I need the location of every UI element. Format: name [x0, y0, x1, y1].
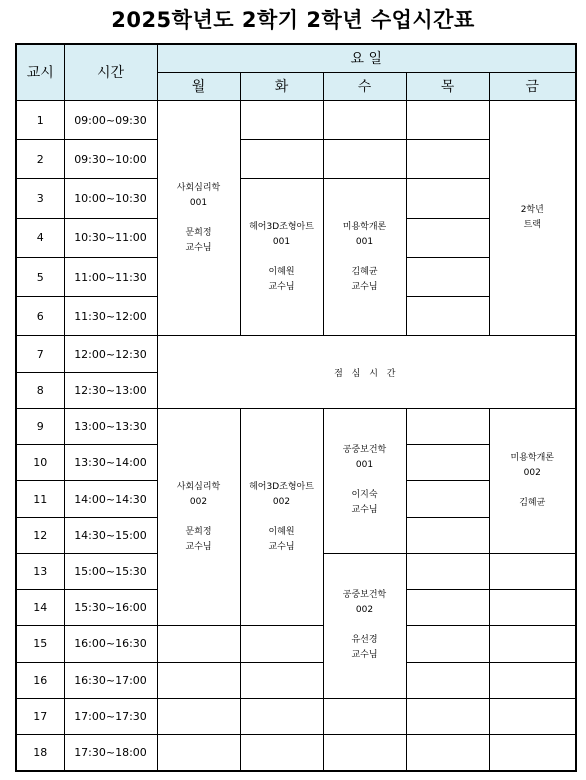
time-cell: 13:00~13:30: [64, 408, 157, 444]
course-mon-pm: [157, 408, 240, 625]
empty-cell: [240, 100, 323, 139]
header-day-mon: 월: [157, 72, 240, 100]
time-cell: 16:30~17:00: [64, 662, 157, 698]
course-professor: 문희정: [185, 227, 212, 238]
header-day-group: 요 일: [157, 44, 576, 72]
course-professor: 문희정: [185, 526, 212, 537]
empty-cell: [406, 662, 489, 698]
time-cell: 12:00~12:30: [64, 336, 157, 372]
empty-cell: [157, 626, 240, 662]
course-section: 001: [272, 236, 291, 247]
course-section: 트랙: [523, 220, 541, 231]
course-title: 교수님: [351, 505, 378, 516]
time-cell: 17:00~17:30: [64, 698, 157, 734]
period-cell: 17: [16, 698, 64, 734]
course-mon-am: [157, 100, 240, 336]
period-cell: 12: [16, 517, 64, 553]
empty-cell: [489, 698, 576, 734]
empty-cell: [157, 735, 240, 771]
period-cell: 6: [16, 297, 64, 336]
empty-cell: [240, 662, 323, 698]
empty-cell: [406, 735, 489, 771]
empty-cell: [406, 297, 489, 336]
period-cell: 15: [16, 626, 64, 662]
course-name: 사회심리학: [176, 481, 221, 492]
time-cell: 13:30~14:00: [64, 445, 157, 481]
empty-cell: [240, 140, 323, 179]
course-professor: 이지숙: [351, 490, 378, 501]
course-name: 공중보건학: [342, 445, 387, 456]
period-cell: 14: [16, 590, 64, 626]
empty-cell: [406, 408, 489, 444]
period-cell: 9: [16, 408, 64, 444]
period-cell: 5: [16, 257, 64, 296]
period-cell: 13: [16, 553, 64, 589]
header-period: 교시: [16, 44, 64, 100]
empty-cell: [406, 257, 489, 296]
empty-cell: [489, 553, 576, 589]
course-title: 교수님: [351, 281, 378, 292]
period-cell: 4: [16, 218, 64, 257]
header-day-fri: 금: [489, 72, 576, 100]
course-section: 001: [355, 460, 374, 471]
empty-cell: [323, 100, 406, 139]
course-section: 002: [272, 496, 291, 507]
header-day-wed: 수: [323, 72, 406, 100]
course-name: 미용학개론: [342, 221, 387, 232]
empty-cell: [406, 517, 489, 553]
time-cell: 11:30~12:00: [64, 297, 157, 336]
empty-cell: [157, 698, 240, 734]
empty-cell: [489, 662, 576, 698]
empty-cell: [240, 698, 323, 734]
header-day-tue: 화: [240, 72, 323, 100]
course-wed-pm1: [323, 408, 406, 553]
course-section: 002: [523, 467, 541, 478]
time-cell: 09:00~09:30: [64, 100, 157, 139]
time-cell: 16:00~16:30: [64, 626, 157, 662]
header-time: 시간: [64, 44, 157, 100]
empty-cell: [406, 140, 489, 179]
time-cell: 10:30~11:00: [64, 218, 157, 257]
course-section: 002: [355, 605, 374, 616]
period-cell: 11: [16, 481, 64, 517]
course-wed-am: [323, 179, 406, 336]
course-section: 002: [189, 496, 208, 507]
empty-cell: [240, 735, 323, 771]
empty-cell: [323, 735, 406, 771]
empty-cell: [489, 590, 576, 626]
empty-cell: [406, 218, 489, 257]
course-tue-pm: [240, 408, 323, 625]
empty-cell: [406, 100, 489, 139]
course-name: 미용학개론: [510, 452, 554, 463]
course-name: 사회심리학: [176, 182, 221, 193]
empty-cell: [406, 179, 489, 218]
course-title: 교수님: [268, 281, 295, 292]
period-cell: 2: [16, 140, 64, 179]
period-cell: 8: [16, 372, 64, 408]
empty-cell: [406, 481, 489, 517]
course-name: 2학년: [520, 205, 544, 216]
course-fri-am: [489, 100, 576, 336]
course-section: 001: [189, 197, 208, 208]
course-section: 001: [355, 236, 374, 247]
header-day-thu: 목: [406, 72, 489, 100]
empty-cell: [406, 553, 489, 589]
course-name: 헤어3D조형아트: [249, 221, 314, 232]
time-cell: 14:00~14:30: [64, 481, 157, 517]
course-wed-pm2: [323, 553, 406, 698]
course-professor: 김혜균: [351, 266, 378, 277]
empty-cell: [489, 626, 576, 662]
course-name: 헤어3D조형아트: [249, 481, 314, 492]
course-professor: 이혜원: [268, 266, 295, 277]
course-name: 공중보건학: [342, 590, 387, 601]
course-title: 교수님: [351, 650, 378, 661]
time-cell: 09:30~10:00: [64, 140, 157, 179]
time-cell: 15:30~16:00: [64, 590, 157, 626]
time-cell: 14:30~15:00: [64, 517, 157, 553]
empty-cell: [406, 698, 489, 734]
lunch-break: 점 심 시 간: [157, 336, 576, 408]
empty-cell: [406, 626, 489, 662]
timetable: [15, 43, 577, 772]
time-cell: 17:30~18:00: [64, 735, 157, 771]
empty-cell: [240, 626, 323, 662]
page-title: 2025학년도 2학기 2학년 수업시간표: [111, 8, 475, 32]
course-professor: 김혜균: [519, 497, 546, 508]
empty-cell: [157, 662, 240, 698]
course-fri-pm: [489, 408, 576, 553]
course-title: 교수님: [185, 242, 212, 253]
period-cell: 7: [16, 336, 64, 372]
time-cell: 10:00~10:30: [64, 179, 157, 218]
empty-cell: [323, 698, 406, 734]
course-professor: 유선경: [351, 635, 378, 646]
period-cell: 1: [16, 100, 64, 139]
course-title: 교수님: [268, 541, 295, 552]
empty-cell: [406, 590, 489, 626]
empty-cell: [406, 445, 489, 481]
time-cell: 12:30~13:00: [64, 372, 157, 408]
time-cell: 11:00~11:30: [64, 257, 157, 296]
course-tue-am: [240, 179, 323, 336]
period-cell: 10: [16, 445, 64, 481]
course-professor: 이혜원: [268, 526, 295, 537]
empty-cell: [323, 140, 406, 179]
empty-cell: [489, 735, 576, 771]
time-cell: 15:00~15:30: [64, 553, 157, 589]
period-cell: 18: [16, 735, 64, 771]
period-cell: 16: [16, 662, 64, 698]
course-title: 교수님: [185, 541, 212, 552]
period-cell: 3: [16, 179, 64, 218]
